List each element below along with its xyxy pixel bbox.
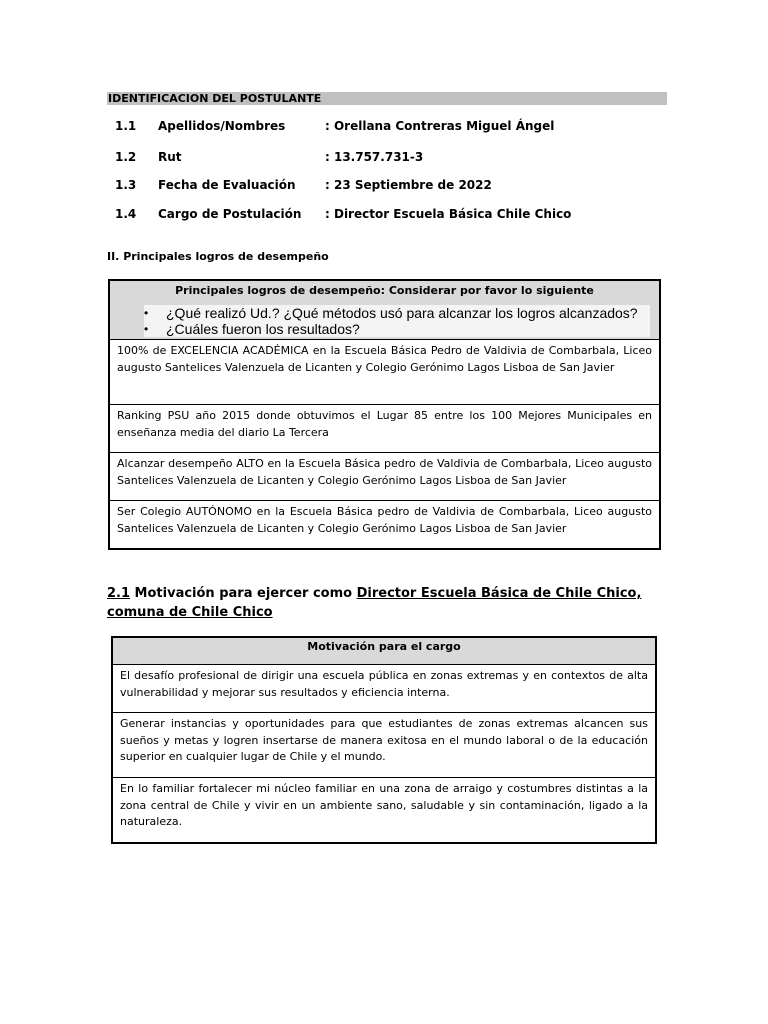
motivation-header: Motivación para el cargo: [112, 637, 656, 665]
motivation-heading-text: Motivación para ejercer como: [130, 586, 357, 601]
motivation-heading-target: Director Escuela Básica de Chile Chico, comuna de Chile Chico: [107, 586, 642, 620]
motivation-heading-number: 2.1: [107, 586, 131, 601]
motivation-table: [111, 636, 657, 844]
id-label: Cargo de Postulación: [158, 207, 302, 221]
id-number: 1.1: [115, 119, 137, 133]
achievement-item: Alcanzar desempeño ALTO en la Escuela Básica pedro de Valdivia de Combarbala, Liceo augusto Santelices Valenzuela de Licanten y Colegio Gerónimo Lagos Lisboa de San Javier: [109, 453, 660, 501]
id-label: Apellidos/Nombres: [158, 119, 286, 133]
motivation-heading: [107, 584, 667, 622]
id-row-date: [0, 177, 768, 193]
id-value: : Director Escuela Básica Chile Chico: [325, 207, 572, 221]
motivation-item: Generar instancias y oportunidades para que estudiantes de zonas extremas alcancen sus sueños y metas y logren insertarse de manera exitosa en el mundo laboral o de la educación superior en cualquier lugar de Chile y el mundo.: [112, 713, 656, 778]
id-label: Fecha de Evaluación: [158, 178, 296, 192]
achievement-item: Ser Colegio AUTÓNOMO en la Escuela Básica pedro de Valdivia de Combarbala, Liceo augusto Santelices Valenzuela de Licanten y Colegio Gerónimo Lagos Lisboa de San Javier: [109, 501, 660, 550]
achievements-header: Principales logros de desempeño: Considerar por favor lo siguiente: [175, 284, 594, 297]
achievement-item: Ranking PSU año 2015 donde obtuvimos el Lugar 85 entre los 100 Mejores Municipales en enseñanza media del diario La Tercera: [109, 405, 660, 453]
id-value: : Orellana Contreras Miguel Ángel: [325, 119, 555, 133]
achievements-table: [108, 279, 661, 550]
id-row-rut: [0, 149, 768, 165]
id-number: 1.3: [115, 178, 137, 192]
question-list: [144, 305, 650, 337]
section-title-achievements: II. Principales logros de desempeño: [107, 250, 329, 263]
id-number: 1.2: [115, 150, 137, 164]
section-title-identification: IDENTIFICACION DEL POSTULANTE: [107, 92, 667, 105]
id-row-position: [0, 206, 768, 222]
id-value: : 23 Septiembre de 2022: [325, 178, 492, 192]
id-value: : 13.757.731-3: [325, 150, 424, 164]
achievements-header-cell: [109, 280, 660, 340]
achievement-item: 100% de EXCELENCIA ACADÉMICA en la Escuela Básica Pedro de Valdivia de Combarbala, Liceo augusto Santelices Valenzuela de Licanten y Colegio Gerónimo Lagos Lisboa de San Javier: [109, 340, 660, 405]
id-number: 1.4: [115, 207, 137, 221]
id-label: Rut: [158, 150, 182, 164]
id-row-names: [0, 118, 768, 134]
question-item: • ¿Cuáles fueron los resultados?: [144, 321, 650, 337]
question-item: • ¿Qué realizó Ud.? ¿Qué métodos usó para alcanzar los logros alcanzados?: [144, 305, 650, 321]
motivation-item: El desafío profesional de dirigir una escuela pública en zonas extremas y en contextos de alta vulnerabilidad y mejorar sus resultados y eficiencia interna.: [112, 665, 656, 713]
motivation-item: En lo familiar fortalecer mi núcleo familiar en una zona de arraigo y costumbres distintas a la zona central de Chile y vivir en un ambiente sano, saludable y sin contaminación, ligado a la naturaleza.: [112, 778, 656, 844]
